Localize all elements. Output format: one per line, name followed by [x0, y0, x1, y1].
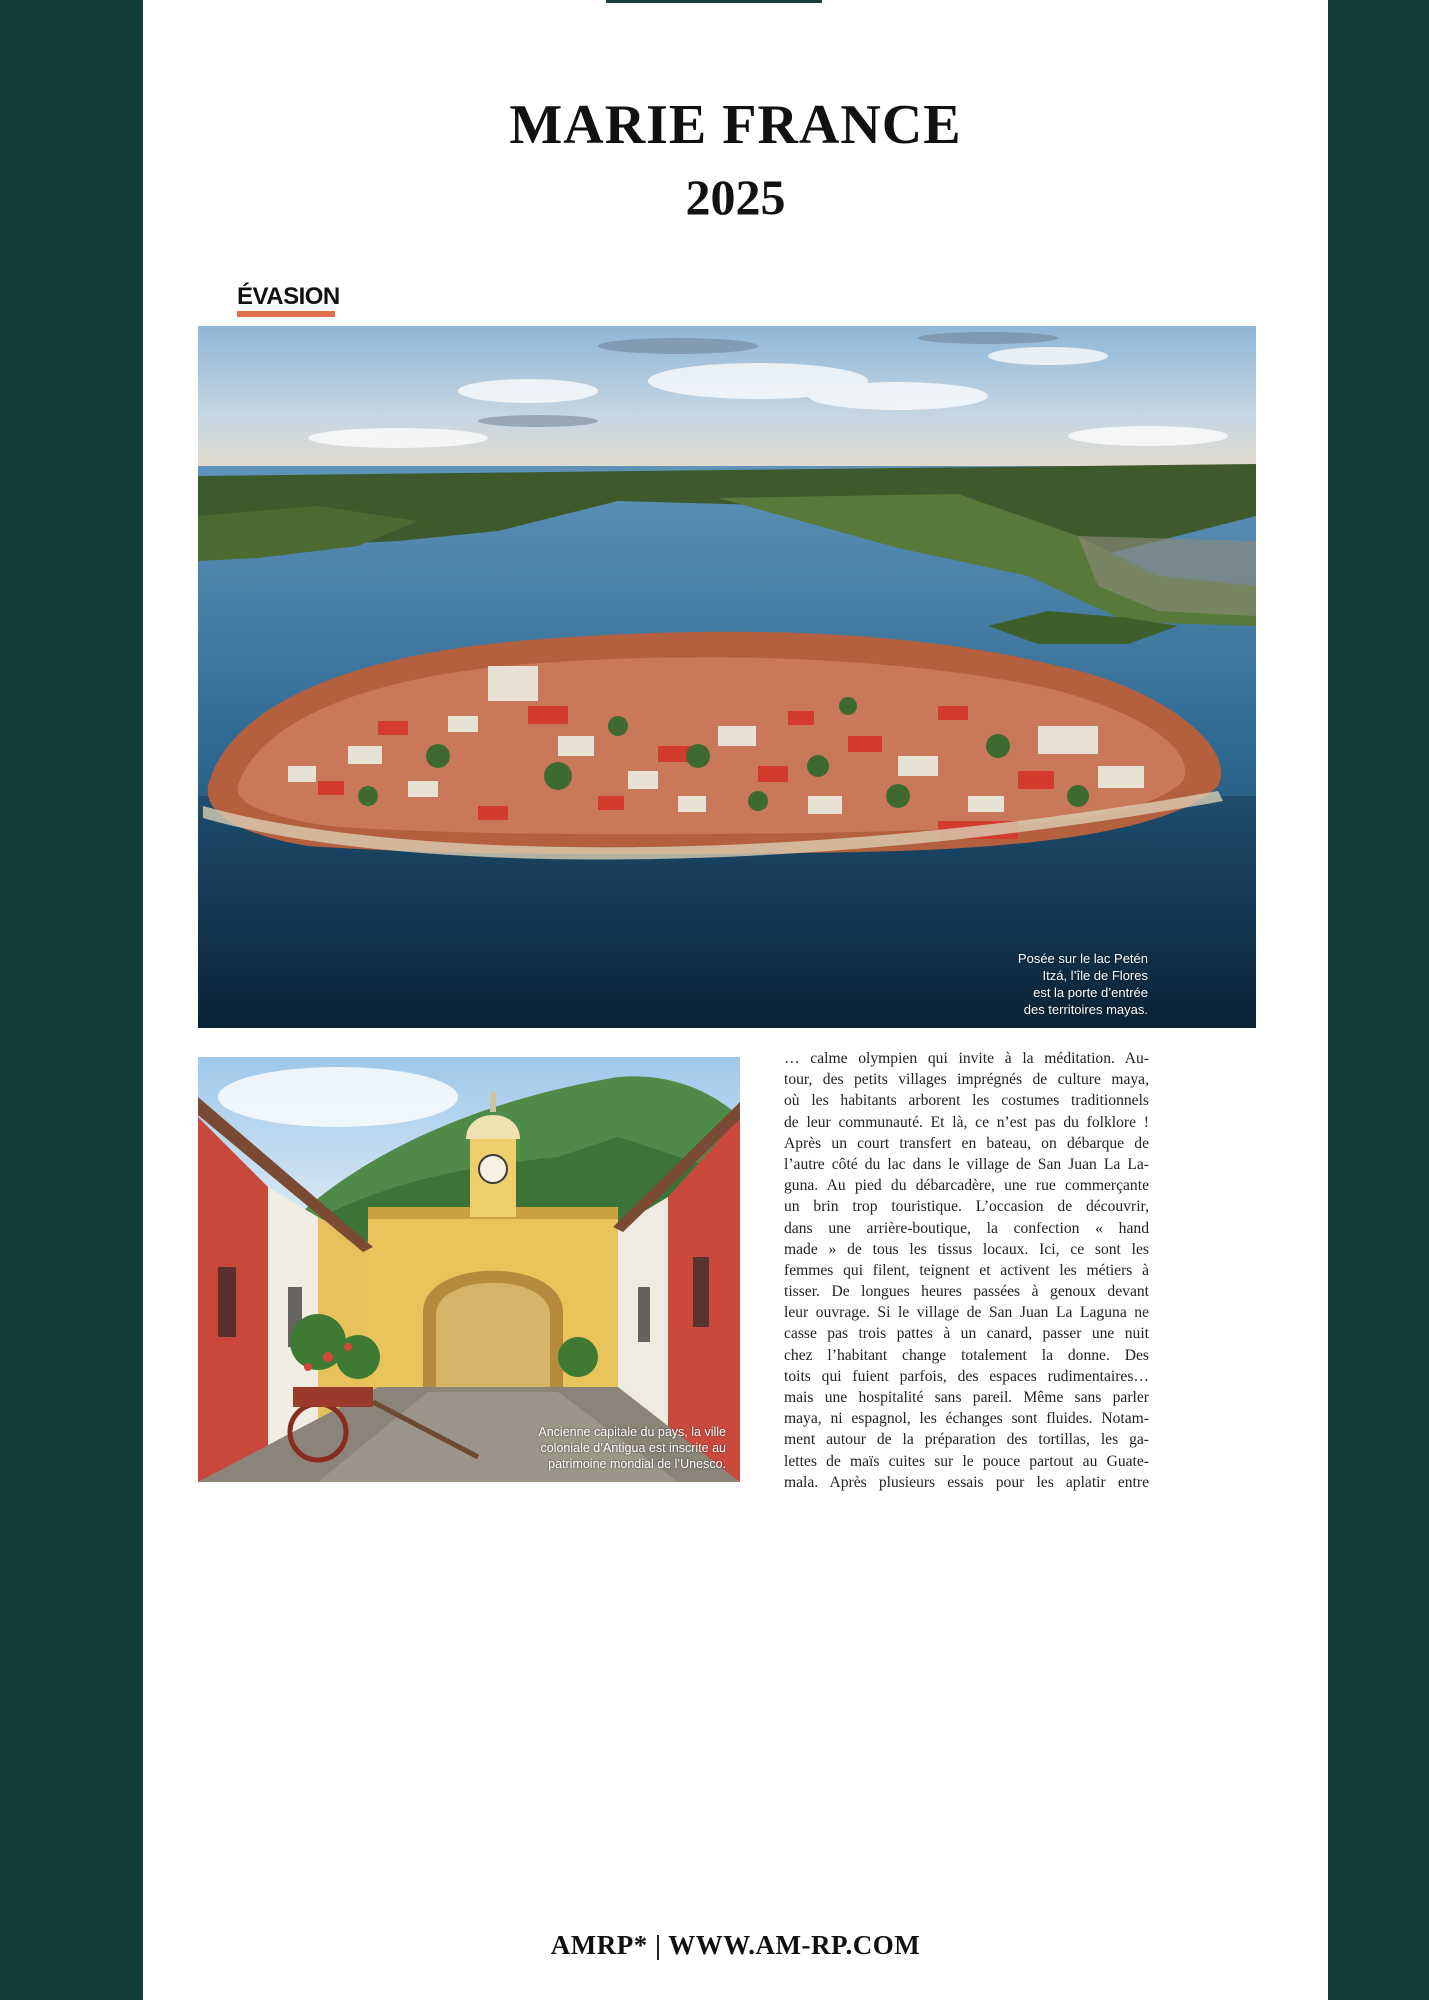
article-line: ment autour de la préparation des tortillas, les ga-: [784, 1431, 1149, 1449]
caption-line: patrimoine mondial de l’Unesco.: [548, 1457, 726, 1471]
antigua-arch-photo: [198, 1057, 740, 1482]
article-line: Après un court transfert en bateau, on débarque de: [784, 1134, 1149, 1152]
section-underline: [237, 311, 335, 317]
caption-line: Ancienne capitale du pays, la ville: [538, 1425, 726, 1439]
article-text: [784, 1048, 1149, 1493]
top-rule: [606, 0, 822, 3]
article-line: femmes qui filent, teignent et activent les métiers à: [784, 1261, 1149, 1279]
article-line: made » de tous les tissus locaux. Ici, ce sont les: [784, 1240, 1149, 1258]
flores-island-illustration: [198, 326, 1256, 1028]
antigua-arch-illustration: [198, 1057, 740, 1482]
caption-line: des territoires mayas.: [1023, 1002, 1148, 1017]
second-photo-caption: [538, 1424, 726, 1472]
caption-line: coloniale d’Antigua est inscrite au: [540, 1441, 726, 1455]
magazine-year: 2025: [685, 169, 786, 225]
caption-line: Posée sur le lac Petén: [1017, 951, 1148, 966]
article-line: de leur communauté. Et là, ce n’est pas du folklore !: [784, 1113, 1149, 1131]
article-line: un brin trop touristique. L’occasion de découvrir,: [784, 1198, 1149, 1216]
article-line: lettes de maïs cuites sur le pouce partout au Guate-: [784, 1452, 1149, 1470]
article-line: où les habitants arborent les costumes traditionnels: [784, 1092, 1149, 1110]
article-line: tisser. De longues heures passées à genoux devant: [784, 1283, 1149, 1301]
article-line: toits qui fuient parfois, des espaces rudimentaires…: [784, 1367, 1149, 1385]
article-line: casse pas trois pattes à un canard, passer une nuit: [784, 1325, 1149, 1343]
article-line: mala. Après plusieurs essais pour les aplatir entre: [784, 1473, 1149, 1491]
flores-island-photo: [198, 326, 1256, 1028]
magazine-title: MARIE FRANCE: [509, 94, 962, 156]
article-line: tour, des petits villages imprégnés de culture maya,: [784, 1071, 1149, 1089]
footer-website[interactable]: AMRP* | WWW.AM-RP.COM: [550, 1930, 921, 1960]
article-line: dans une arrière-boutique, la confection « hand: [784, 1219, 1149, 1237]
article-line: l’autre côté du lac dans le village de San Juan La La-: [784, 1155, 1149, 1173]
section-tag: ÉVASION: [237, 283, 340, 310]
caption-line: est la porte d’entrée: [1033, 985, 1148, 1000]
page-sheet: [143, 0, 1328, 2000]
article-line: … calme olympien qui invite à la méditation. Au-: [784, 1050, 1149, 1067]
main-photo-caption: [1018, 950, 1148, 1018]
article-line: chez l’habitant change totalement la donne. Des: [784, 1346, 1149, 1364]
article-line: mais une hospitalité sans pareil. Même sans parler: [784, 1389, 1149, 1406]
caption-line: Itzá, l’île de Flores: [1042, 968, 1148, 983]
article-line: guna. Au pied du débarcadère, une rue commerçante: [784, 1177, 1149, 1195]
article-line: leur ouvrage. Si le village de San Juan La Laguna ne: [784, 1304, 1149, 1322]
article-line: maya, ni espagnol, les échanges sont fluides. Notam-: [784, 1410, 1149, 1428]
